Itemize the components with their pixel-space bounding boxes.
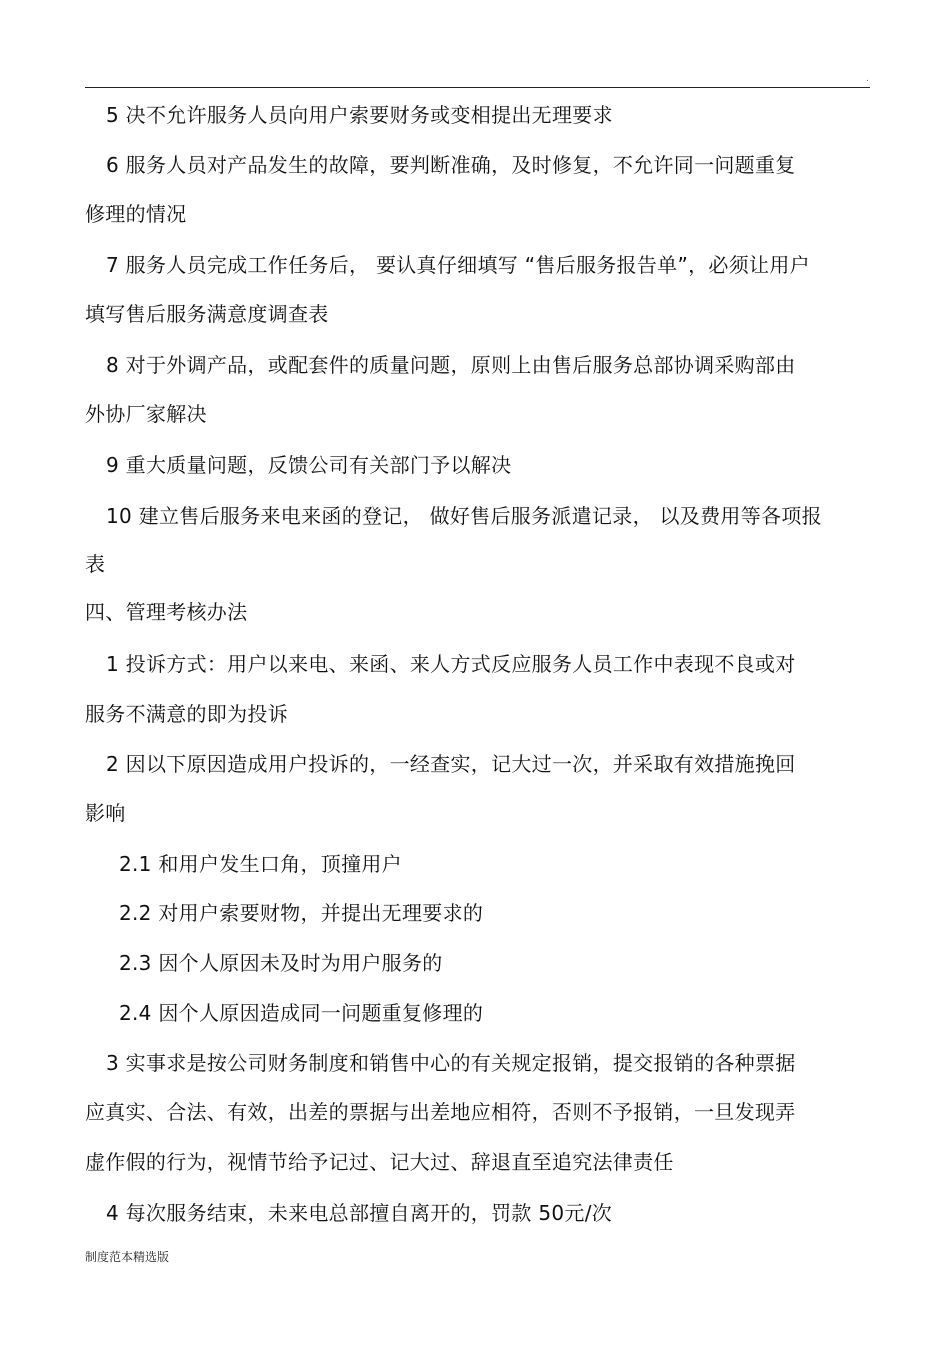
paragraph-line: 10 建立售后服务来电来函的登记， 做好售后服务派遣记录， 以及费用等各项报: [106, 504, 822, 528]
header-mark: .: [866, 74, 869, 84]
paragraph-line: 8 对于外调产品，或配套件的质量问题，原则上由售后服务总部协调采购部由: [106, 353, 796, 377]
paragraph-line: 外协厂家解决: [85, 402, 207, 426]
paragraph-line: 服务不满意的即为投诉: [85, 702, 288, 726]
paragraph-line: 填写售后服务满意度调查表: [85, 302, 329, 326]
paragraph-line: 1 投诉方式：用户以来电、来函、来人方式反应服务人员工作中表现不良或对: [106, 652, 796, 676]
sub-item-line: 2.2 对用户索要财物，并提出无理要求的: [119, 901, 484, 925]
sub-item-line: 2.1 和用户发生口角，顶撞用户: [119, 852, 402, 876]
section-heading: 四、管理考核办法: [85, 600, 248, 624]
paragraph-line: 6 服务人员对产品发生的故障，要判断准确，及时修复，不允许同一问题重复: [106, 153, 796, 177]
paragraph-line: 虚作假的行为，视情节给予记过、记大过、辞退直至追究法律责任: [85, 1150, 674, 1174]
paragraph-line: 应真实、合法、有效，出差的票据与出差地应相符，否则不予报销，一旦发现弄: [85, 1100, 796, 1124]
paragraph-line: 修理的情况: [85, 202, 187, 226]
paragraph-line: 2 因以下原因造成用户投诉的，一经查实，记大过一次，并采取有效措施挽回: [106, 752, 796, 776]
paragraph-line: 表: [85, 552, 106, 576]
sub-item-line: 2.3 因个人原因未及时为用户服务的: [119, 951, 443, 975]
paragraph-line: 3 实事求是按公司财务制度和销售中心的有关规定报销，提交报销的各种票据: [106, 1051, 796, 1075]
paragraph-line: 4 每次服务结束，未来电总部擅自离开的，罚款 50元/次: [106, 1201, 613, 1225]
paragraph-line: 7 服务人员完成工作任务后， 要认真仔细填写 “售后服务报告单”，必须让用户: [106, 253, 810, 277]
paragraph-line: 影响: [85, 801, 126, 825]
sub-item-line: 2.4 因个人原因造成同一问题重复修理的: [119, 1001, 484, 1025]
paragraph-line: 5 决不允许服务人员向用户索要财务或变相提出无理要求: [106, 103, 613, 127]
header-rule: [85, 87, 870, 88]
footer-label: 制度范本精选版: [85, 1250, 170, 1264]
paragraph-line: 9 重大质量问题，反馈公司有关部门予以解决: [106, 453, 512, 477]
